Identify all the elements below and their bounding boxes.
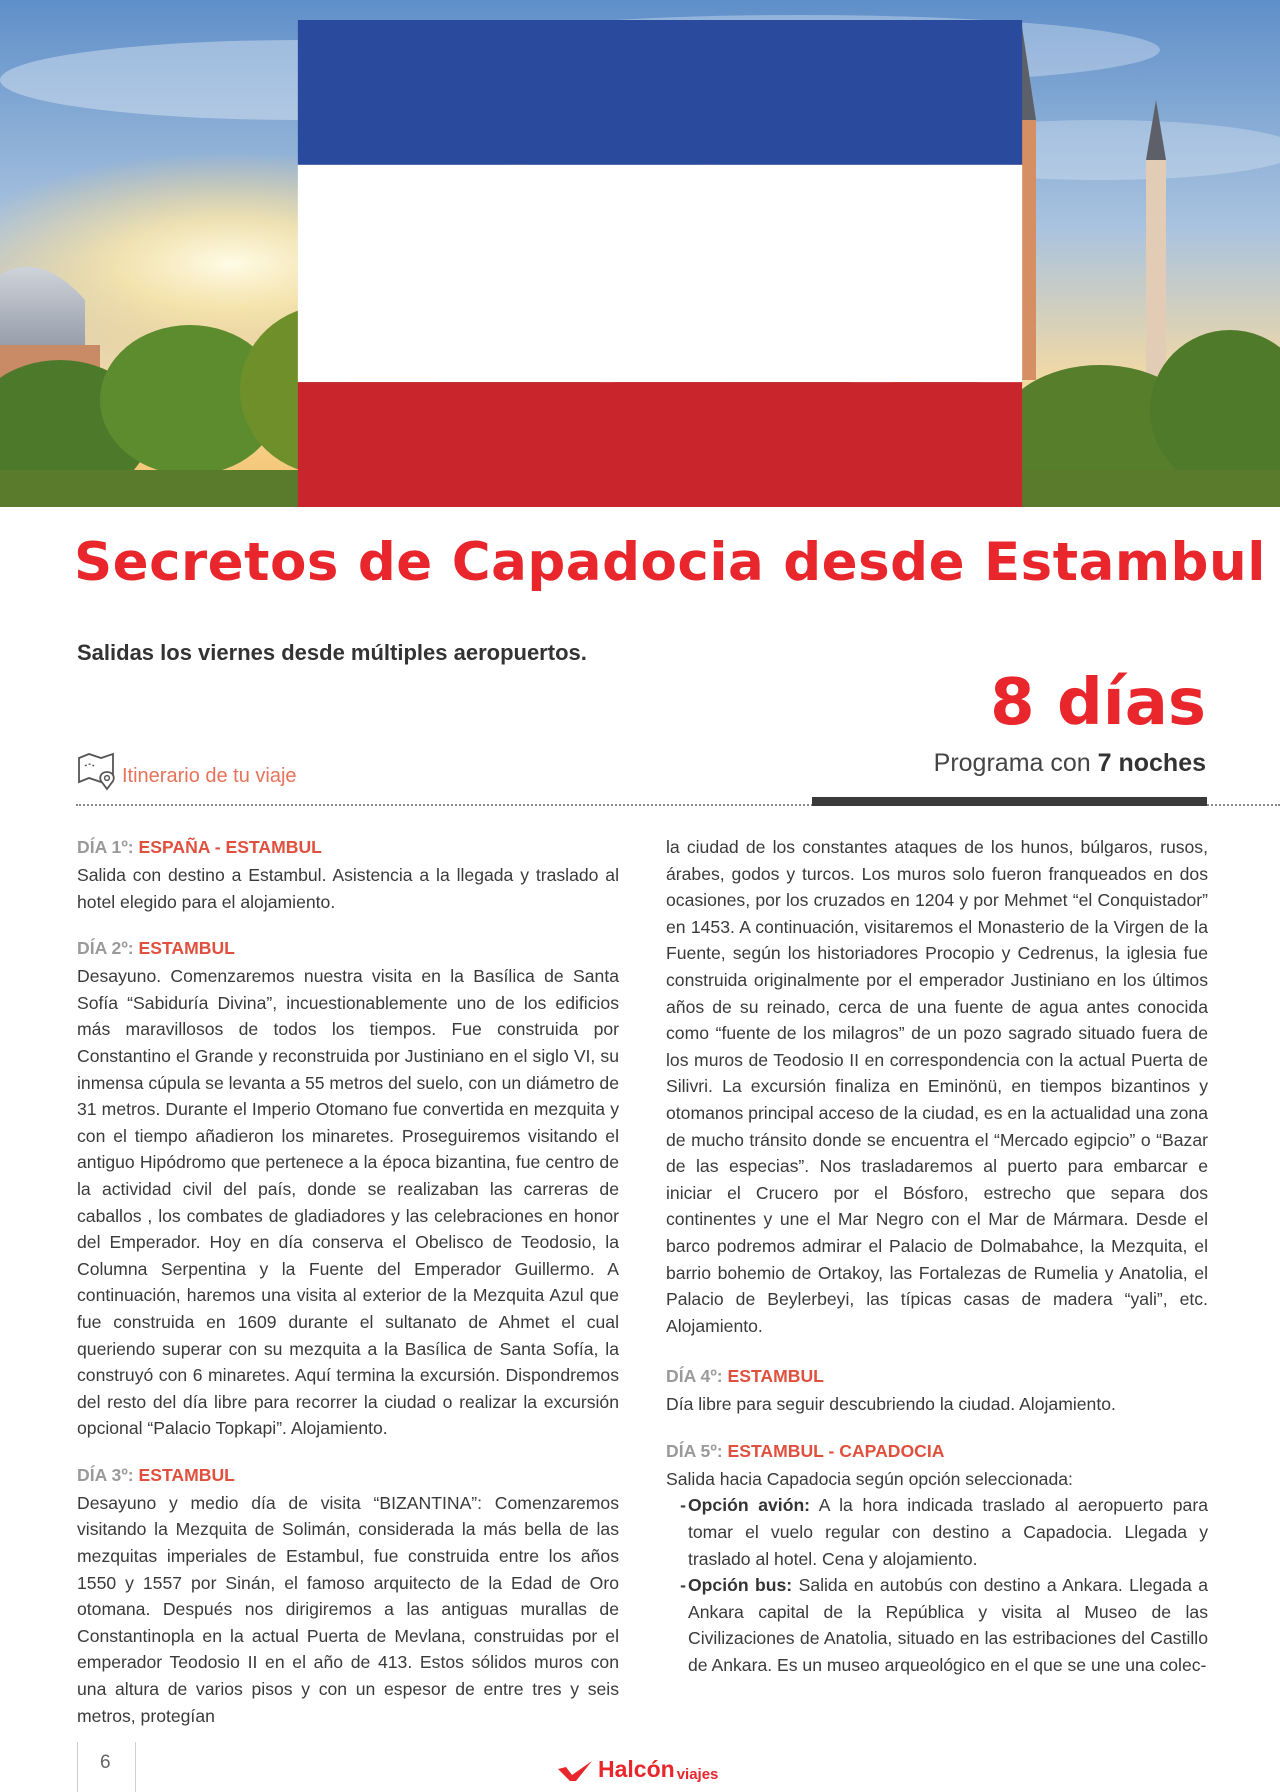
footer-divider-right [135, 1742, 136, 1792]
day-place: ESTAMBUL [138, 938, 235, 959]
day-place: ESTAMBUL [138, 1464, 235, 1485]
hero-image-hagia-sophia [0, 0, 1280, 507]
option-description: A la hora indicada traslado al aeropuerto para tomar el vuelo regular con destino a Capadocia. Llegada y traslado al hotel. Cena y alojamiento. [688, 1495, 1208, 1569]
option-label: Opción avión: [688, 1495, 811, 1516]
day-number: DÍA 2º: [77, 938, 139, 959]
option-text [688, 1572, 1208, 1678]
day-heading [666, 1363, 1208, 1389]
itinerary-column-left [77, 834, 619, 1749]
day-description: Salida con destino a Estambul. Asistencia a la llegada y traslado al hotel elegido para el alojamiento. [77, 865, 619, 912]
day-heading [77, 834, 619, 860]
day-description: Desayuno y medio día de visita “BIZANTINA”: Comenzaremos visitando la Mezquita de Solimán, considerada la más bella de las mezquitas imperiales de Estambul, fue construida entre los años 1550 y 1557 por Sinán, el famoso arquitecto de la Edad de Oro otomana. Después nos dirigiremos a las antiguas murallas de Constantinopla en la actual Puerta de Mevlana, construidas por el emperador Teodosio II en el año de 413. Estos sólidos muros con una altura de varios pisos y con un espesor de entre tres y seis metros, protegían [77, 1492, 619, 1726]
nights-value: 7 noches [1097, 749, 1206, 777]
option-description: Salida en autobús con destino a Ankara. Llegada a Ankara capital de la República y visita al Museo de las Civilizaciones de Anatolia, situado en las estribaciones del Castillo de Ankara. Es un museo arqueológico en el que se une una colec- [688, 1575, 1209, 1676]
option-bullet: - [680, 1495, 686, 1516]
page-title: Secretos de Capadocia desde Estambul [74, 532, 1266, 593]
duration-underline-bar [812, 797, 1207, 806]
map-pin-icon [76, 750, 118, 792]
option-bullet: - [680, 1575, 686, 1596]
trip-duration: 8 días [990, 666, 1206, 740]
day-section-3 [77, 1462, 619, 1729]
itinerary-column-right [666, 834, 1208, 1699]
day-number: DÍA 1º: [77, 837, 139, 857]
day-section-1 [77, 834, 619, 915]
day-section-3-continued [666, 834, 1208, 1339]
itinerary-heading [76, 750, 297, 792]
footer-divider-left [77, 1742, 78, 1792]
day-place: ESPAÑA - ESTAMBUL [138, 837, 322, 857]
brand-sub: viajes [676, 1766, 719, 1783]
day-section-4 [666, 1363, 1208, 1418]
day-heading [77, 935, 619, 961]
option-label: Opción bus: [688, 1575, 793, 1596]
day-description: Día libre para seguir descubriendo la ciudad. Alojamiento. [666, 1394, 1116, 1415]
day-number: DÍA 4º: [666, 1366, 728, 1387]
itinerary-label: Itinerario de tu viaje [122, 764, 297, 787]
day-section-5 [666, 1438, 1208, 1679]
halcon-logo-icon [556, 1759, 596, 1783]
day-description: Salida hacia Capadocia según opción seleccionada: [666, 1468, 1073, 1489]
day-heading [666, 1438, 1208, 1464]
day-description: Desayuno. Comenzaremos nuestra visita en la Basílica de Santa Sofía “Sabiduría Divina”, incuestionablemente uno de los edificios más maravillosos de todos los tiempos. Fue construida por Constantino el Grande y reconstruida por Justiniano en el siglo VI, su inmensa cúpula se levanta a 55 metros del suelo, con un diámetro de 31 metros. Durante el Imperio Otomano fue convertida en mezquita y con el tiempo añadieron los minaretes. Proseguiremos visitando el antiguo Hipódromo que pertenece a la época bizantina, fue centro de la actividad civil del país, donde se realizaban las carreras de caballos , los combates de gladiadores y las celebraciones en honor del Emperador. Hoy en día conserva el Obelisco de Teodosio, la Columna Serpentina y la Fuente del Emperador Guillermo. A continuación, haremos una visita al exterior de la Mezquita Azul que fue construida en 1609 durante el sultanato de Ahmet el cual queriendo superar con su mezquita a la Basílica de Santa Sofía, la construyó con 6 minaretes. Aquí termina la excursión. Dispondremos del resto del día libre para recorrer la ciudad o realizar la excursión opcional “Palacio Topkapi”. Alojamiento. [77, 966, 619, 1439]
brand-name: Halcón [598, 1756, 675, 1782]
nights-prefix: Programa con [933, 749, 1098, 777]
day-place: ESTAMBUL [727, 1366, 824, 1387]
option-text [688, 1492, 1208, 1572]
option-item [666, 1492, 1208, 1572]
departures-subtitle: Salidas los viernes desde múltiples aeropuertos. [77, 640, 587, 665]
day-number: DÍA 3º: [77, 1464, 139, 1485]
day-heading [77, 1462, 619, 1488]
option-item [666, 1572, 1208, 1678]
flag-icon [20, 20, 1280, 507]
day-number: DÍA 5º: [666, 1440, 728, 1461]
day-description-continued: la ciudad de los constantes ataques de los hunos, búlgaros, rusos, árabes, godos y turcos. Los muros solo fueron franqueados en dos ocasiones, por los cruzados en 1204 y por Mehmet “el Conquistador” en 1453. A continuación, visitaremos el Monasterio de la Virgen de la Fuente, según los historiadores Procopio y Cedrenus, la iglesia fue construida originalmente por el emperador Justiniano en los últimos años de su reinado, cerca de una fuente de agua antes conocida como “fuente de los milagros” de un pozo sagrado situado fuera de los muros de Teodosio II en correspondencia con la actual Puerta de Silivri. La excursión finaliza en Eminönü, en tiempos bizantinos y otomanos principal acceso de la ciudad, es en la actualidad una zona de mucho tránsito donde se encuentra el “Mercado egipcio” o “Bazar de las especias”. Nos trasladaremos al puerto para embarcar e iniciar el Crucero por el Bósforo, estrecho que separa dos continentes y une el Mar Negro con el Mar de Mármara. Desde el barco podremos admirar el Palacio de Dolmabahce, la Mezquita, el barrio bohemio de Ortakoy, las Fortalezas de Rumelia y Anatolia, el Palacio de Beylerbeyi, las típicas casas de madera “yali”, etc. Alojamiento. [666, 837, 1208, 1336]
day-section-2 [77, 935, 619, 1442]
halcon-logo [556, 1756, 718, 1783]
page-number: 6 [100, 1752, 111, 1773]
day-place: ESTAMBUL - CAPADOCIA [727, 1440, 945, 1461]
nights-info [934, 749, 1206, 778]
